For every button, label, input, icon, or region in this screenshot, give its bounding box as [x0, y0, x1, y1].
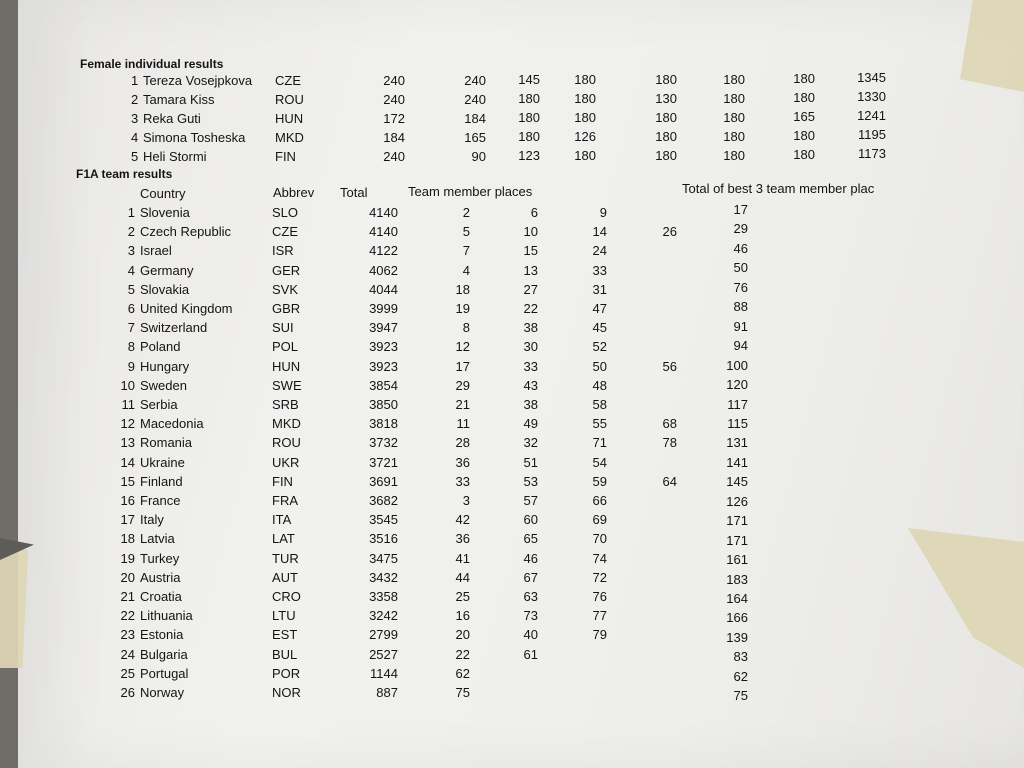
team-total: 3947: [369, 320, 398, 336]
team-abbrev: SRB: [272, 397, 299, 412]
athlete-country: ROU: [275, 92, 304, 107]
team-total: 3358: [369, 589, 398, 604]
team-total: 3850: [369, 397, 398, 412]
team-abbrev: TUR: [272, 550, 299, 566]
best3-total: 91: [733, 318, 748, 334]
best3-total: 131: [726, 435, 748, 451]
member-place-1: 21: [455, 397, 470, 412]
member-place-2: 6: [530, 205, 538, 220]
best3-total: 83: [733, 649, 748, 665]
best3-total: 166: [726, 610, 748, 626]
team-abbrev: NOR: [272, 685, 301, 700]
female-results-title: Female individual results: [80, 57, 224, 71]
best3-total: 17: [733, 202, 748, 217]
round-score: 180: [655, 109, 677, 125]
member-place-1: 75: [455, 685, 470, 700]
team-country: Romania: [140, 435, 193, 451]
best3-total: 75: [733, 688, 748, 704]
member-place-3: 71: [592, 435, 607, 451]
team-country: Sweden: [140, 377, 187, 393]
member-place-3: 24: [592, 243, 607, 259]
team-abbrev: EST: [272, 627, 298, 643]
team-country: Poland: [140, 339, 181, 355]
team-country: Portugal: [140, 665, 189, 681]
member-place-1: 22: [455, 646, 470, 662]
team-abbrev: GER: [272, 262, 301, 278]
team-total: 887: [376, 685, 398, 700]
team-total: 3432: [369, 569, 398, 585]
team-rank: 17: [120, 512, 135, 528]
team-rank: 18: [120, 531, 135, 547]
round-score: 240: [464, 91, 486, 107]
team-country: Slovakia: [140, 281, 190, 297]
team-country: Norway: [140, 685, 185, 700]
member-place-2: 43: [523, 377, 538, 393]
best3-total: 94: [733, 338, 748, 354]
team-country: Slovenia: [140, 205, 190, 220]
member-place-1: 17: [455, 358, 470, 374]
female-total: 1241: [857, 108, 886, 123]
team-abbrev: CZE: [272, 224, 298, 240]
team-total: 3923: [369, 339, 398, 355]
member-place-1: 5: [462, 224, 470, 240]
round-score: 145: [518, 72, 540, 88]
member-place-1: 36: [455, 454, 470, 470]
team-total: 3682: [369, 493, 398, 508]
team-rank: 7: [127, 320, 135, 336]
female-rank: 2: [131, 92, 139, 107]
round-score: 165: [464, 129, 486, 145]
best3-total: 76: [733, 279, 748, 295]
member-place-1: 33: [455, 473, 470, 489]
round-score: 180: [574, 91, 596, 107]
team-results-title: F1A team results: [76, 167, 173, 181]
team-rank: 10: [120, 377, 135, 393]
round-score: 180: [723, 71, 745, 87]
team-abbrev: FRA: [272, 493, 298, 508]
team-total: 4062: [369, 262, 398, 278]
team-abbrev: UKR: [272, 454, 300, 470]
team-country: Germany: [140, 262, 194, 278]
member-place-3: 33: [592, 262, 607, 278]
team-total: 3854: [369, 377, 398, 393]
member-place-1: 36: [455, 531, 470, 547]
round-score: 180: [723, 128, 745, 144]
team-country: Switzerland: [140, 320, 208, 336]
team-total: 1144: [370, 665, 398, 681]
round-score: 180: [655, 147, 677, 163]
team-rank: 1: [127, 205, 135, 220]
member-place-3: 9: [599, 205, 607, 220]
female-rank: 4: [131, 130, 139, 145]
team-country: Czech Republic: [140, 224, 232, 240]
member-place-3: 31: [592, 281, 607, 297]
best3-total: 183: [726, 571, 748, 587]
team-rank: 19: [120, 550, 135, 566]
best3-total: 141: [726, 454, 748, 470]
team-total: 2527: [369, 646, 398, 662]
team-rank: 2: [127, 224, 135, 240]
round-score: 90: [471, 148, 486, 164]
team-country: Croatia: [140, 589, 182, 604]
round-score: 180: [793, 90, 815, 106]
member-place-4: 78: [662, 435, 677, 451]
member-place-3: 70: [592, 531, 607, 547]
team-rank: 24: [120, 646, 135, 662]
team-abbrev: AUT: [272, 569, 298, 585]
member-place-3: 52: [592, 339, 607, 355]
member-place-2: 51: [523, 454, 538, 470]
member-place-2: 13: [523, 262, 538, 278]
athlete-name: Tamara Kiss: [143, 92, 215, 107]
header-country: Country: [140, 186, 186, 201]
header-abbrev: Abbrev: [273, 185, 315, 200]
best3-total: 145: [726, 474, 748, 490]
member-place-3: 14: [592, 224, 607, 240]
team-rank: 25: [120, 665, 135, 681]
round-score: 240: [383, 92, 405, 107]
team-rank: 8: [127, 339, 135, 355]
team-rank: 22: [120, 608, 135, 624]
team-country: Hungary: [140, 358, 190, 374]
team-country: France: [140, 493, 181, 508]
member-place-2: 65: [523, 531, 538, 547]
team-country: Israel: [140, 243, 172, 259]
member-place-3: 50: [592, 358, 607, 374]
team-rank: 6: [127, 301, 135, 316]
member-place-1: 42: [455, 512, 470, 528]
round-score: 126: [574, 129, 596, 145]
member-place-4: 56: [662, 358, 677, 374]
team-abbrev: FIN: [272, 473, 293, 489]
team-country: Finland: [140, 473, 183, 489]
member-place-1: 18: [455, 281, 470, 297]
member-place-2: 22: [523, 301, 538, 316]
team-country: Serbia: [140, 397, 178, 412]
member-place-2: 49: [523, 416, 538, 432]
team-country: Lithuania: [140, 608, 193, 624]
team-country: United Kingdom: [140, 301, 233, 316]
team-abbrev: ISR: [272, 243, 294, 259]
female-rank: 3: [131, 111, 139, 126]
best3-total: 120: [726, 377, 748, 393]
best3-total: 126: [726, 493, 748, 509]
member-place-2: 40: [523, 627, 538, 643]
team-abbrev: CRO: [272, 589, 301, 604]
round-score: 123: [518, 148, 540, 164]
team-country: Macedonia: [140, 416, 204, 432]
team-total: 3999: [369, 301, 398, 316]
team-rank: 11: [121, 397, 135, 412]
best3-total: 171: [726, 513, 748, 529]
round-score: 180: [655, 128, 677, 144]
member-place-1: 41: [455, 550, 470, 566]
team-rank: 14: [120, 454, 135, 470]
member-place-3: 55: [592, 416, 607, 432]
round-score: 180: [574, 72, 596, 88]
team-country: Turkey: [140, 550, 180, 566]
round-score: 180: [793, 147, 815, 163]
team-total: 3475: [369, 550, 398, 566]
member-place-1: 11: [456, 416, 470, 432]
team-abbrev: SUI: [272, 320, 294, 336]
athlete-country: MKD: [275, 130, 304, 145]
member-place-2: 30: [523, 339, 538, 355]
member-place-4: 26: [662, 224, 677, 240]
team-country: Latvia: [140, 531, 175, 547]
team-abbrev: GBR: [272, 301, 301, 316]
team-rank: 21: [120, 589, 135, 604]
team-rank: 9: [127, 358, 135, 374]
team-rank: 15: [120, 473, 135, 489]
round-score: 130: [655, 90, 677, 106]
athlete-name: Simona Tosheska: [143, 130, 246, 145]
member-place-1: 20: [455, 627, 470, 643]
team-total: 3818: [369, 416, 398, 432]
member-place-2: 38: [523, 320, 538, 336]
team-total: 4044: [369, 281, 398, 297]
athlete-country: CZE: [275, 73, 301, 88]
team-total: 4140: [369, 224, 398, 240]
best3-total: 29: [733, 221, 748, 237]
member-place-1: 7: [462, 243, 470, 259]
team-total: 3721: [369, 454, 398, 470]
team-abbrev: SVK: [272, 281, 299, 297]
team-rank: 5: [127, 281, 135, 297]
team-rank: 4: [127, 262, 135, 278]
round-score: 165: [793, 109, 815, 125]
member-place-3: 45: [592, 320, 607, 336]
member-place-4: 68: [662, 416, 677, 432]
round-score: 240: [383, 149, 405, 164]
team-abbrev: BUL: [272, 646, 298, 662]
member-place-3: 77: [592, 608, 607, 624]
round-score: 240: [383, 73, 405, 88]
best3-total: 164: [726, 591, 748, 606]
member-place-1: 29: [455, 377, 470, 393]
female-total: 1195: [858, 127, 886, 142]
team-total: 3242: [369, 608, 398, 624]
team-total: 3545: [369, 512, 398, 528]
member-place-2: 32: [523, 435, 538, 451]
team-rank: 3: [127, 243, 135, 259]
member-place-1: 2: [462, 205, 470, 220]
member-place-2: 67: [523, 569, 538, 585]
team-abbrev: POR: [272, 665, 301, 681]
best3-total: 50: [733, 260, 748, 276]
header-team-member-places: Team member places: [408, 184, 533, 199]
member-place-2: 27: [523, 281, 538, 297]
round-score: 184: [464, 110, 486, 126]
best3-total: 161: [726, 552, 748, 568]
member-place-1: 62: [455, 665, 470, 681]
team-rank: 20: [120, 569, 135, 585]
round-score: 240: [464, 72, 486, 88]
member-place-3: 69: [592, 512, 607, 528]
best3-total: 46: [733, 240, 748, 256]
team-abbrev: SWE: [272, 377, 302, 393]
member-place-2: 57: [523, 493, 538, 508]
round-score: 180: [518, 129, 540, 145]
member-place-3: 72: [592, 569, 607, 585]
female-rank: 1: [131, 73, 139, 88]
member-place-1: 16: [455, 608, 470, 624]
member-place-2: 63: [523, 589, 538, 604]
member-place-1: 44: [455, 569, 470, 585]
female-total: 1330: [857, 89, 886, 104]
member-place-1: 19: [455, 301, 470, 316]
team-abbrev: LAT: [272, 531, 295, 547]
team-total: 4140: [369, 205, 398, 220]
team-abbrev: HUN: [272, 358, 301, 374]
athlete-name: Tereza Vosejpkova: [143, 73, 253, 88]
round-score: 180: [723, 147, 745, 163]
team-total: 3516: [369, 531, 398, 547]
member-place-2: 73: [523, 608, 538, 624]
round-score: 180: [574, 148, 596, 164]
team-abbrev: LTU: [272, 608, 296, 624]
member-place-1: 4: [462, 262, 470, 278]
member-place-2: 53: [523, 473, 538, 489]
team-total: 2799: [369, 627, 398, 643]
round-score: 180: [723, 109, 745, 125]
member-place-2: 15: [523, 243, 538, 259]
round-score: 180: [655, 71, 677, 87]
member-place-2: 46: [523, 550, 538, 566]
member-place-3: 59: [592, 473, 607, 489]
team-country: Ukraine: [140, 454, 185, 470]
member-place-3: 76: [592, 589, 607, 604]
member-place-2: 10: [523, 224, 538, 240]
team-abbrev: POL: [272, 339, 299, 355]
best3-total: 62: [733, 668, 748, 684]
member-place-1: 25: [455, 589, 470, 604]
team-rank: 26: [120, 685, 135, 700]
member-place-3: 47: [592, 301, 607, 316]
header-total: Total: [340, 185, 368, 200]
member-place-1: 3: [462, 493, 470, 508]
member-place-2: 38: [523, 397, 538, 412]
round-score: 184: [383, 130, 405, 145]
athlete-country: HUN: [275, 111, 304, 126]
member-place-3: 48: [592, 377, 607, 393]
team-total: 3691: [369, 473, 398, 489]
team-abbrev: ITA: [272, 512, 292, 528]
round-score: 180: [793, 128, 815, 144]
member-place-4: 64: [662, 473, 677, 489]
best3-total: 88: [733, 299, 748, 315]
round-score: 180: [723, 90, 745, 106]
team-total: 3923: [369, 358, 398, 374]
team-country: Italy: [140, 512, 164, 528]
team-rank: 23: [120, 627, 135, 643]
team-abbrev: SLO: [272, 205, 299, 220]
member-place-2: 60: [523, 512, 538, 528]
team-total: 4122: [369, 243, 398, 259]
team-country: Bulgaria: [140, 646, 188, 662]
member-place-3: 74: [592, 550, 607, 566]
team-country: Austria: [140, 569, 181, 585]
best3-total: 100: [726, 357, 748, 373]
member-place-3: 66: [592, 493, 607, 508]
team-rank: 16: [120, 493, 135, 508]
member-place-2: 61: [523, 646, 538, 662]
round-score: 180: [793, 71, 815, 87]
best3-total: 117: [727, 396, 748, 412]
round-score: 180: [574, 110, 596, 126]
member-place-3: 54: [592, 454, 607, 470]
team-rank: 12: [120, 416, 135, 432]
team-rank: 13: [120, 435, 135, 451]
header-best3-total: Total of best 3 team member plac: [682, 181, 875, 196]
team-country: Estonia: [140, 627, 184, 643]
member-place-1: 12: [455, 339, 470, 355]
round-score: 180: [518, 91, 540, 107]
athlete-country: FIN: [275, 149, 296, 164]
member-place-1: 28: [455, 435, 470, 451]
team-abbrev: ROU: [272, 435, 301, 451]
team-abbrev: MKD: [272, 416, 301, 432]
female-total: 1173: [858, 146, 886, 161]
best3-total: 171: [726, 532, 748, 548]
round-score: 172: [383, 111, 405, 126]
member-place-3: 58: [592, 397, 607, 412]
member-place-1: 8: [462, 320, 470, 336]
female-rank: 5: [131, 149, 139, 164]
member-place-3: 79: [592, 627, 607, 643]
athlete-name: Reka Guti: [143, 111, 201, 126]
athlete-name: Heli Stormi: [143, 149, 207, 164]
team-total: 3732: [369, 435, 398, 451]
best3-total: 115: [727, 415, 748, 431]
member-place-2: 33: [523, 358, 538, 374]
best3-total: 139: [726, 629, 748, 645]
round-score: 180: [518, 110, 540, 126]
female-total: 1345: [857, 70, 886, 85]
